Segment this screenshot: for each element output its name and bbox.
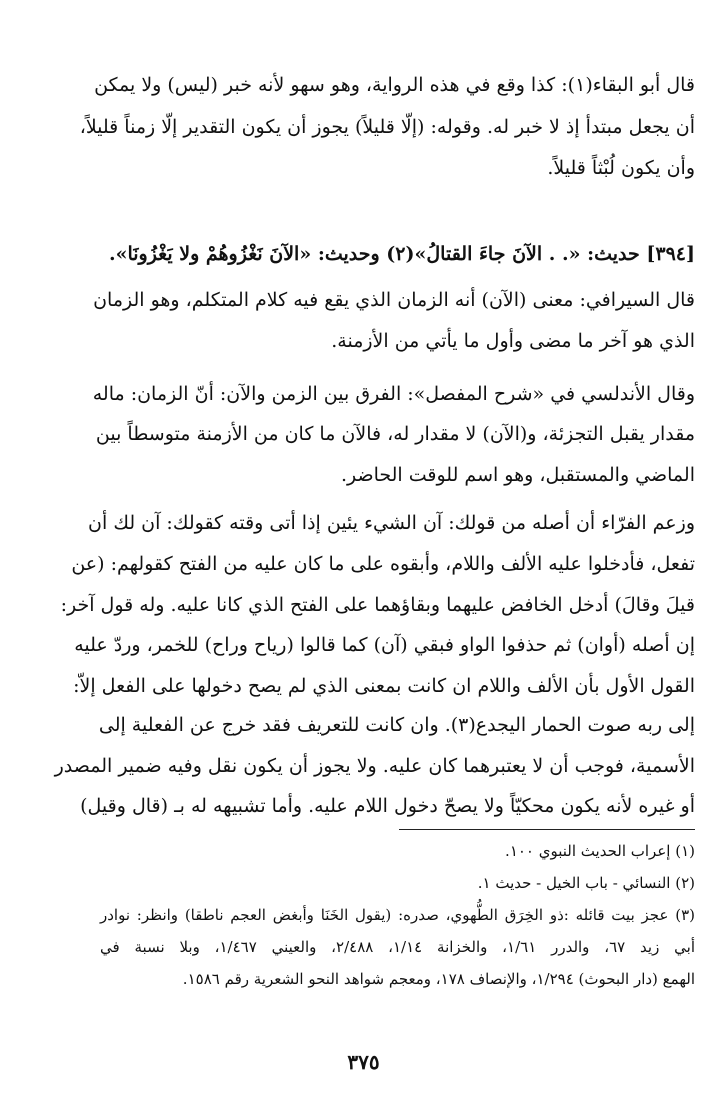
hadith-heading: [٣٩٤] حديث: «. . الآنَ جاءَ القتالُ»(٢) وحديث: «الآنَ نَغْزُوهُمْ ولا يَغْزُونَا». bbox=[108, 243, 695, 265]
paragraph-4-line-5: القول الأول بأن الألف واللام ان كانت بمعنى الذي لم يصح دخولها على الفعل إلاّ: bbox=[73, 675, 695, 697]
paragraph-3-line-3: الماضي والمستقبل، وهو اسم للوقت الحاضر. bbox=[340, 464, 695, 486]
paragraph-4-line-8: أو غيره لأنه يكون محكيّاً ولا يصحّ دخول اللام عليه. وأما تشبيهه له بـ (قال وقيل) bbox=[80, 795, 695, 817]
paragraph-1-line-2: أن يجعل مبتدأ إذ لا خبر له. وقوله: (إلّا قليلاً) يجوز أن يكون التقدير إلّا زمناً قليلاً، bbox=[79, 116, 695, 138]
footnote-2: (٢) النسائي - باب الخيل - حديث ١. bbox=[477, 874, 695, 892]
paragraph-4-line-1: وزعم الفرّاء أن أصله من قولك: آن الشيء يئين إذا أتى وقته كقولك: آن لك أن bbox=[88, 512, 695, 534]
paragraph-4-line-2: تفعل، فأدخلوا عليه الألف واللام، وأبقوه على ما كان عليه من الفتح كقولهم: (عن bbox=[71, 553, 695, 575]
footnote-1: (١) إعراب الحديث النبوي ١٠٠. bbox=[505, 842, 695, 860]
paragraph-1-line-1: قال أبو البقاء(١): كذا وقع في هذه الرواية، وهو سهو لأنه خبر (ليس) ولا يمكن bbox=[94, 74, 695, 96]
paragraph-2-line-1: قال السيرافي: معنى (الآن) أنه الزمان الذي يقع فيه كلام المتكلم، وهو الزمان bbox=[93, 289, 695, 311]
footnote-3-line-1: (٣) عجز بيت قائله :ذو الخِرَق الطُّهوي، صدره: (يقول الخَنَا وأبغض العجم ناطقا) وانظر: نوادر bbox=[100, 906, 695, 924]
paragraph-3-line-2: مقدار يقبل التجزئة، و(الآن) لا مقدار له، فالآن ما كان من الأزمنة متوسطاً بين bbox=[95, 423, 695, 445]
paragraph-4-line-7: الأسمية، فوجب أن لا يعتبرهما كان عليه. ولا يجوز أن يكون نقل وفيه ضمير المصدر bbox=[54, 755, 695, 777]
page-number: ٣٧٥ bbox=[347, 1050, 380, 1074]
paragraph-2-line-2: الذي هو آخر ما مضى وأول ما يأتي من الأزمنة. bbox=[331, 330, 695, 352]
paragraph-4-line-4: إن أصله (أوان) ثم حذفوا الواو فبقي (آن) كما قالوا (رياح وراح) للخمر، وردّ عليه bbox=[74, 634, 695, 656]
paragraph-4-line-6: إلى ربه صوت الحمار اليجدع(٣). وان كانت للتعريف فقد خرج عن الفعلية إلى bbox=[98, 714, 695, 736]
paragraph-4-line-3: قيلَ وقالَ) أدخل الخافض عليهما وبقاؤهما على الفتح الذي كانا عليه. وله قول آخر: bbox=[60, 594, 695, 616]
footnote-3-line-3: الهمع (دار البحوث) ١/٢٩٤، والإنصاف ١٧٨، ومعجم شواهد النحو الشعرية رقم ١٥٨٦. bbox=[182, 970, 695, 988]
paragraph-3-line-1: وقال الأندلسي في «شرح المفصل»: الفرق بين الزمن والآن: أنّ الزمان: ماله bbox=[92, 383, 695, 405]
footnote-3-line-2: أبي زيد ٦٧، والدرر ١/٦١، والخزانة ١/١٤، ٢/٤٨٨، والعيني ١/٤٦٧، وبلا نسبة في bbox=[100, 938, 695, 956]
footnote-separator bbox=[399, 829, 695, 830]
paragraph-1-line-3: وأن يكون لُبْثاً قليلاً. bbox=[547, 157, 695, 179]
